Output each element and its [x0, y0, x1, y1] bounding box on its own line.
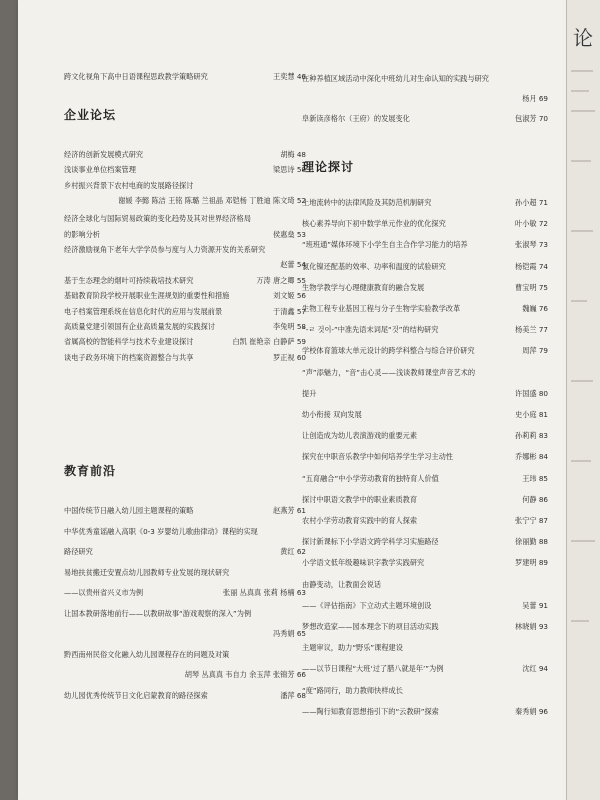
toc-entry-title: “班班通”媒体环境下小学生自主合作学习能力的培养 — [302, 240, 468, 250]
section-heading: 理论探讨 — [302, 160, 355, 174]
toc-entry-title: 经济的创新发展模式研究 — [64, 150, 144, 159]
toc-entry-title: 农村小学劳动教育实践中的育人探索 — [302, 516, 418, 525]
toc-entry-title: 省属高校的智能科学与技术专业建设探讨 — [64, 337, 194, 347]
toc-entry-author-page: 罗正视 60 — [273, 352, 306, 362]
toc-entry-author-page: 王玮 85 — [522, 473, 548, 483]
toc-entry-title: 让创造成为幼儿表演游戏的重要元素 — [302, 431, 418, 441]
toc-entry-title: 经济激励视角下老年大学学员参与度与人力资源开发的关系研究 — [64, 245, 266, 254]
toc-entry-title: 幼小衔接 双向发展 — [302, 410, 362, 419]
toc-entry-author-page: 沈红 94 — [522, 664, 548, 674]
toc-entry-author-page: 吴蕾 91 — [522, 600, 548, 610]
toc-entry-title: “度”路同行，助力教师快样成长 — [302, 685, 403, 695]
toc-entry-author-page: 叶小敏 72 — [515, 219, 548, 229]
toc-entry-author-page: 杨月 69 — [522, 94, 548, 103]
toc-entry-title: 生物工程专业基因工程与分子生物学实验教学改革 — [302, 304, 461, 313]
toc-entry-title: 的影响分析 — [64, 229, 100, 239]
toc-entry-author-page: 刘文姬 56 — [273, 291, 306, 301]
toc-entry-title: 主题审议，助力“野乐”课程建设 — [302, 643, 403, 653]
section-heading: 教育前沿 — [64, 464, 117, 478]
toc-entry-title: 中国传统节日融入幼儿园主题课程的策略 — [64, 506, 194, 515]
toc-entry-author-page: 张宁宁 87 — [515, 516, 548, 525]
section-heading: 企业论坛 — [64, 108, 117, 122]
journal-contents-page — [18, 0, 566, 800]
toc-entry-title: “声”添魅力，“音”击心灵——浅谈教师课堂声音艺术的 — [302, 367, 476, 377]
toc-entry-title: “五育融合”中小学劳动教育的独特育人价值 — [302, 473, 439, 483]
toc-entry-author-page: 曹宝明 75 — [515, 282, 548, 292]
toc-entry-title: 易地扶贫搬迁安置点幼儿园教师专业发展的现状研究 — [64, 567, 230, 577]
toc-entry-title: 核心素养导向下初中数学单元作业的优化探究 — [302, 219, 446, 229]
toc-entry-title: 探究在中职音乐教学中如何培养学生学习主动性 — [302, 452, 453, 462]
toc-entry-title: 跨文化视角下高中日语课程思政教学策略研究 — [64, 72, 208, 81]
toc-entry-title: 路径研究 — [64, 547, 93, 556]
toc-entry-title: 基础教育阶段学校开展职业生涯规划的重要性和措施 — [64, 291, 230, 301]
toc-entry-title: 提升 — [302, 388, 317, 398]
toc-entry-title: 黔西南州民俗文化融入幼儿园课程存在的问题及对策 — [64, 649, 230, 659]
toc-entry-author-page: 冯秀娟 65 — [273, 629, 306, 638]
toc-entry-author-page: 胡琴 丛真真 韦自力 余玉萍 张锦芳 66 — [184, 670, 306, 679]
toc-entry-author-page: 杨美兰 77 — [515, 325, 548, 335]
toc-entry-author-page: 王奕慧 46 — [273, 72, 306, 81]
toc-entry-author-page: 潘萍 68 — [280, 690, 306, 700]
toc-entry-title: 土地流转中的法律风险及其防范机制研究 — [302, 198, 432, 207]
toc-entry-author-page: 李兔明 58 — [273, 322, 306, 331]
toc-entry-title: 高质量党建引领国有企业高质量发展的实践探讨 — [64, 322, 215, 331]
toc-entry-author-page: 于清鑫 57 — [273, 306, 306, 316]
adjacent-page-title: 论 — [573, 26, 593, 50]
toc-entry-title: 在种养植区域活动中深化中班幼儿对生命认知的实践与研究 — [302, 74, 489, 83]
toc-entry-title: 经济全球化与国际贸易政策的变化趋势及其对世界经济格局 — [64, 214, 251, 224]
toc-entry-author-page: 包淑芳 70 — [515, 114, 548, 123]
toc-entry-author-page: 张淑琴 73 — [515, 240, 548, 250]
toc-entry-title: 谈电子政务环境下的档案资源整合与共享 — [64, 352, 194, 362]
toc-entry-title: 乡村振兴背景下农村电商的发展路径探讨 — [64, 180, 194, 190]
toc-entry-author-page: 侯惠燊 53 — [273, 229, 306, 239]
adjacent-page — [566, 0, 600, 800]
toc-entry-author-page: 杨铠霞 74 — [515, 261, 548, 271]
toc-entry-author-page: 史小庭 81 — [515, 410, 548, 419]
toc-entry-author-page: 万涛 唐之卿 55 — [256, 275, 306, 285]
toc-entry-title: 幼儿园优秀传统节日文化启蒙教育的路径探索 — [64, 690, 208, 700]
toc-entry-author-page: 秦秀娟 96 — [515, 706, 548, 716]
toc-entry-title: 探讨中职语文教学中的职业素质教育 — [302, 494, 418, 504]
toc-entry-author-page: 孙莉莉 83 — [515, 431, 548, 441]
toc-entry-author-page: 梁思诗 50 — [273, 165, 306, 175]
toc-entry-author-page: 林晓娟 93 — [515, 622, 548, 631]
toc-entry-author-page: 魏巍 76 — [522, 304, 548, 313]
toc-entry-author-page: 谢媛 李懿 陈洁 王铭 陈璐 兰祖晶 邓铠杨 丁胜迪 陈文琦 52 — [118, 196, 306, 206]
toc-entry-title: ——以贵州省兴义市为例 — [64, 588, 144, 597]
toc-entry-author-page: 乔娜彬 84 — [515, 452, 548, 462]
toc-entry-author-page: 罗建明 89 — [515, 558, 548, 568]
toc-entry-author-page: 许国盛 80 — [515, 388, 548, 398]
toc-entry-title: 学校体育篮球大单元设计的跨学科整合与综合评价研究 — [302, 346, 475, 356]
toc-entry-title: 中华优秀童谣融入高职《0-3 岁婴幼儿歌曲律动》课程的实现 — [64, 526, 258, 536]
toc-entry-title: 氯化镍还配基的效率、功率和温度的试验研究 — [302, 261, 446, 271]
toc-entry-title: 浅谈事业单位档案管理 — [64, 165, 136, 175]
toc-entry-title: “-ㄹ 것이-”中准先语末词尾“것”的结构研究 — [302, 325, 439, 335]
toc-entry-title: ——陶行知教育思想指引下的“云教研”探索 — [302, 706, 439, 716]
toc-entry-author-page: 徐丽勤 88 — [515, 537, 548, 547]
toc-entry-title: 梦想改造家——园本理念下的项目活动实践 — [302, 622, 439, 631]
toc-entry-title: 探讨新课标下小学语文跨学科学习实施路径 — [302, 537, 439, 547]
toc-entry-title: 由静变动，让教面会说话 — [302, 579, 382, 589]
toc-entry-title: 阜新读彦格尔（王府）的发展变化 — [302, 114, 410, 123]
toc-entry-author-page: 张丽 丛真真 张莉 杨楠 63 — [223, 588, 306, 597]
toc-entry-author-page: 周萍 79 — [522, 346, 548, 356]
toc-entry-title: ——《评估指南》下立动式主题环境创设 — [302, 600, 432, 610]
toc-entry-title: 小学语文低年级趣味识字教学实践研究 — [302, 558, 425, 568]
toc-entry-title: 让国本教研落地前行——以教研故事“游戏观察的深入”为例 — [64, 608, 252, 618]
toc-entry-author-page: 赵蕾 54 — [280, 260, 306, 270]
toc-entry-author-page: 赵燕芳 61 — [273, 506, 306, 515]
toc-entry-title: 生物学教学与心理健康教育的融合发展 — [302, 282, 425, 292]
toc-entry-author-page: 何静 86 — [522, 494, 548, 504]
toc-entry-author-page: 胡梅 48 — [280, 150, 306, 159]
toc-entry-author-page: 孙小超 71 — [515, 198, 548, 207]
toc-entry-author-page: 黄红 62 — [280, 547, 306, 556]
toc-entry-title: ——以节日课程“大班‘过了腊八就是年’”为例 — [302, 664, 444, 674]
toc-entry-title: 基于生态理念的烟叶可持续栽培技术研究 — [64, 275, 194, 285]
toc-entry-author-page: 白凯 崔艳亲 白静萨 59 — [232, 337, 306, 347]
toc-entry-title: 电子档案管理系统在信息化时代的应用与发展前景 — [64, 306, 223, 316]
